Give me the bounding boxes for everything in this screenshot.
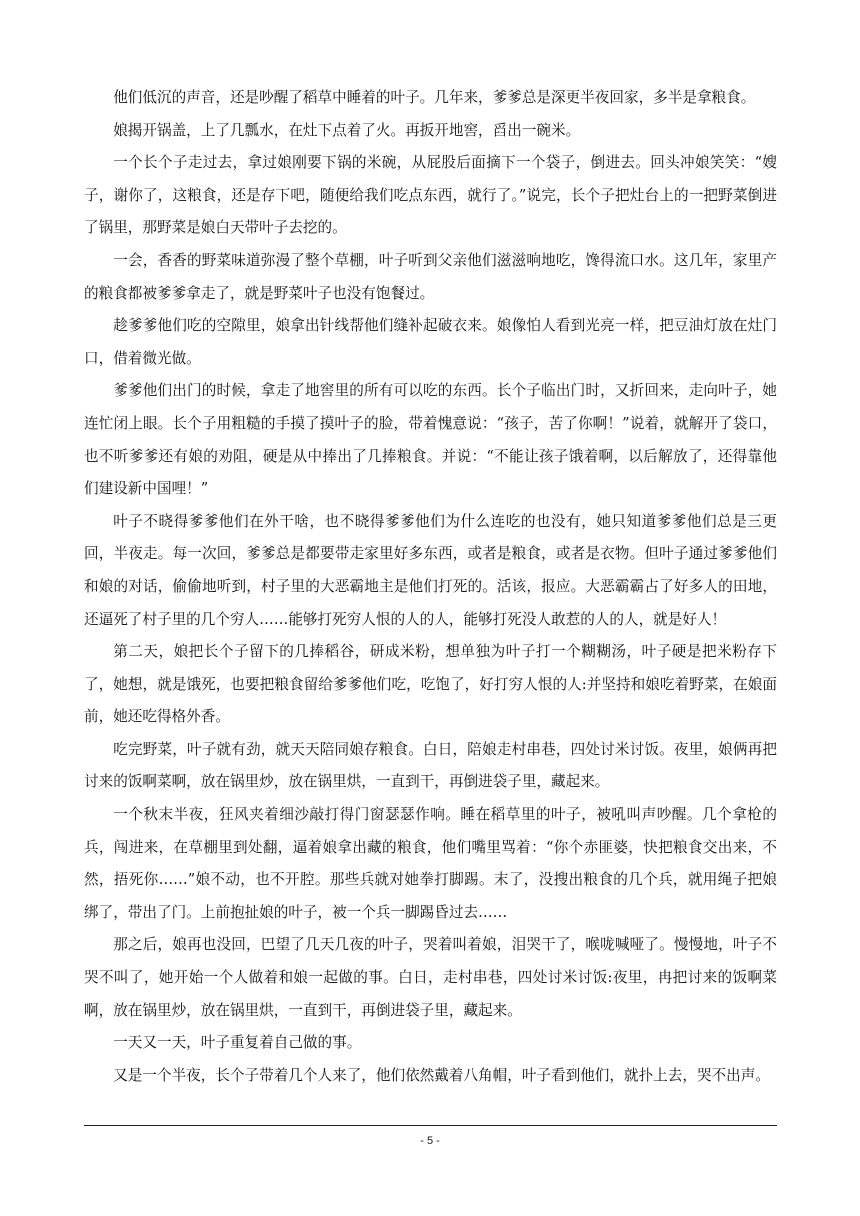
paragraph: 那之后，娘再也没回，巴望了几天几夜的叶子，哭着叫着娘，泪哭干了，喉咙喊哑了。慢慢地，叶子不哭不叫了，她开始一个人做着和娘一起做的事。白日，走村串巷，四处讨米讨饭:夜里，冉把讨来的饭啊菜啊，放在锅里炒，放在锅里烘，一直到干，再倒进袋子里，藏起来。: [84, 936, 777, 1019]
paragraph: 一个长个子走过去，拿过娘刚要下锅的米碗，从屁股后面摘下一个袋子，倒进去。回头冲娘笑笑：“嫂子，谢你了，这粮食，还是存下吧，随便给我们吃点东西，就行了。”说完，长个子把灶台上的一把野菜倒进了锅里，那野菜是娘白天带叶子去挖的。: [84, 154, 777, 237]
paragraph: 一天又一天，叶子重复着自己做的事。: [113, 1034, 362, 1052]
page-number: - 5 -: [420, 1135, 440, 1147]
paragraph: 趁爹爹他们吃的空隙里，娘拿出针线帮他们缝补起破衣来。娘像怕人看到光亮一样，把豆油灯放在灶门口，借着微光做。: [84, 317, 777, 367]
paragraph: 第二天，娘把长个子留下的几捧稻谷，研成米粉，想单独为叶子打一个糊糊汤，叶子硬是把米粉存下了，她想，就是饿死，也要把粮食留给爹爹他们吃，吃饱了，好打穷人恨的人:并坚持和娘吃着野菜，在娘面前，她还吃得格外香。: [84, 643, 777, 726]
paragraph: 一会，香香的野菜味道弥漫了整个草棚，叶子听到父亲他们滋滋响地吃，馋得流口水。这几年，家里产的粮食都被爹爹拿走了，就是野菜叶子也没有饱餐过。: [84, 251, 777, 302]
paragraph: 吃完野菜，叶子就有劲，就天天陪同娘存粮食。白日，陪娘走村串巷，四处讨米讨饭。夜里，娘俩再把讨来的饭啊菜啊，放在锅里炒，放在锅里烘，一直到干，再倒进袋子里，藏起来。: [84, 740, 777, 791]
paragraph: 叶子不晓得爹爹他们在外干啥，也不晓得爹爹他们为什么连吃的也没有，她只知道爹爹他们总是三更回，半夜走。每一次回，爹爹总是都要带走家里好多东西，或者是粮食，或者是衣物。但叶子通过爹爹他们和娘的对话，偷偷地听到，村子里的大恶霸地主是他们打死的。活该，报应。大恶霸霸占了好多人的田地，还逼死了村子里的几个穷人……能够打死穷人恨的人的人，能够打死没人敢惹的人的人，就是好人！: [84, 512, 777, 628]
paragraph: 娘揭开锅盖，上了几瓢水，在灶下点着了火。再扳开地窖，舀出一碗米。: [113, 121, 581, 139]
body-text: [84, 82, 777, 1092]
paragraph: 又是一个半夜，长个子带着几个人来了，他们依然戴着八角帽，叶子看到他们，就扑上去，哭不出声。: [113, 1066, 770, 1084]
paragraph: 爹爹他们出门的时候，拿走了地窖里的所有可以吃的东西。长个子临出门时，又折回来，走向叶子，她连忙闭上眼。长个子用粗糙的手摸了摸叶子的脸，带着愧意说：“孩子，苦了你啊！”说着，就解开了袋口，也不听爹爹还有娘的劝阻，硬是从中捧出了几捧粮食。并说：“不能让孩子饿着啊，以后解放了，还得靠他们建设新中国哩！”: [84, 382, 777, 498]
paragraph: 一个秋末半夜，狂风夹着细沙敲打得门窗瑟瑟作响。睡在稻草里的叶子，被吼叫声吵醒。几个拿枪的兵，闯进来，在草棚里到处翻，逼着娘拿出藏的粮食，他们嘴里骂着：“你个赤匪婆，快把粮食交出来，不然，捂死你……”娘不动，也不开腔。那些兵就对她拳打脚踢。末了，没搜出粮食的几个兵，就用绳子把娘绑了，带出了门。上前抱扯娘的叶子，被一个兵一脚踢昏过去……: [84, 806, 777, 921]
paragraph: 他们低沉的声音，还是吵醒了稻草中睡着的叶子。几年来，爹爹总是深更半夜回家，多半是拿粮食。: [113, 89, 756, 106]
footer-divider: [84, 1125, 777, 1126]
